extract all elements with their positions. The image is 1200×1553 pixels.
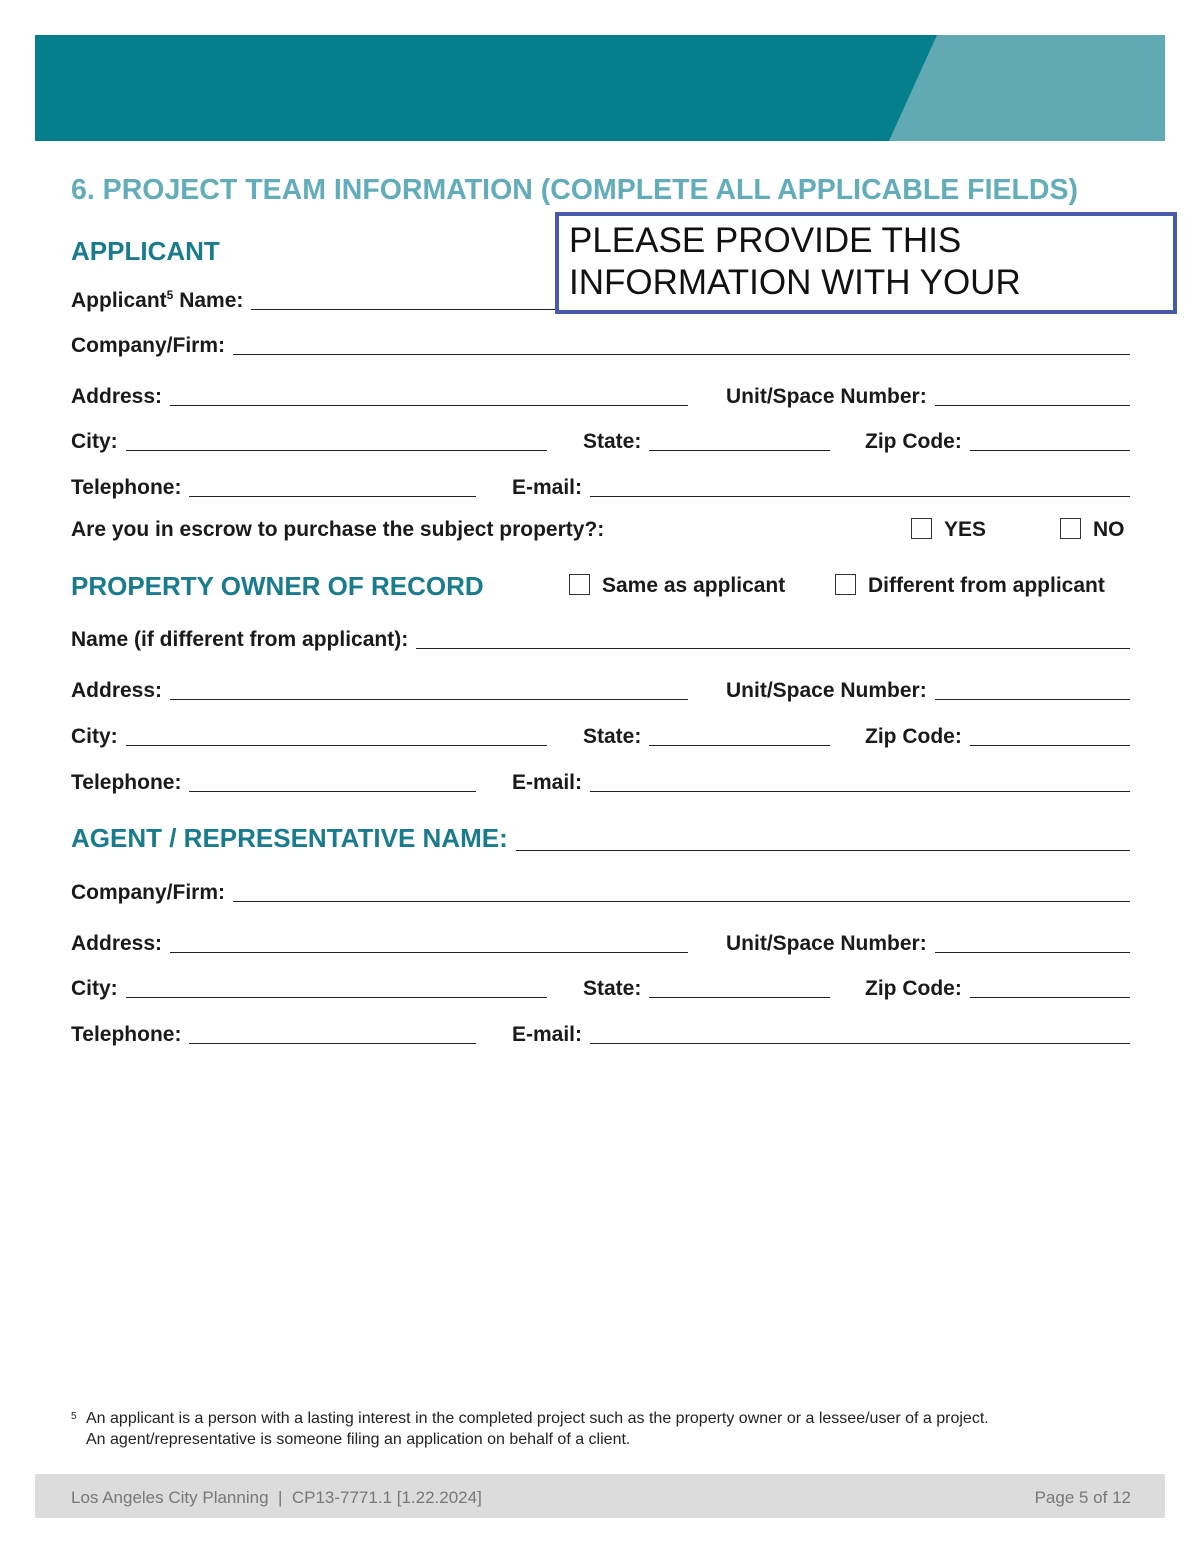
applicant-zip-field[interactable]: Zip Code: [865,428,1130,454]
agent-telephone-field[interactable]: Telephone: [71,1021,476,1047]
applicant-heading: APPLICANT [71,236,220,266]
owner-name-field[interactable]: Name (if different from applicant): [71,626,1130,652]
agent-zip-field[interactable]: Zip Code: [865,975,1130,1001]
owner-email-field[interactable]: E-mail: [512,769,1130,795]
agent-name-field[interactable]: AGENT / REPRESENTATIVE NAME: [71,824,1130,854]
owner-telephone-field[interactable]: Telephone: [71,769,476,795]
owner-state-field[interactable]: State: [583,723,830,749]
applicant-city-field[interactable]: City: [71,428,547,454]
owner-city-field[interactable]: City: [71,723,547,749]
page-footer: Los Angeles City Planning | CP13-7771.1 [1.22.2024] Page 5 of 12 [35,1474,1165,1518]
applicant-company-field[interactable]: Company/Firm: [71,332,1130,358]
section-title: 6. PROJECT TEAM INFORMATION (COMPLETE ALL APPLICABLE FIELDS) [71,174,1079,206]
owner-heading: PROPERTY OWNER OF RECORD [71,571,484,601]
applicant-address-field[interactable]: Address: [71,383,688,409]
escrow-no-checkbox[interactable]: NO [1060,518,1125,542]
footnote: 5 An applicant is a person with a lasting interest in the completed project such as the property owner or a lessee/user of a project. An agent/representative is someone filing an application on behalf of a client. [71,1410,989,1448]
label: Applicant$^5$ Name: [71,288,244,312]
escrow-yes-checkbox[interactable]: YES [911,518,986,542]
agent-unit-field[interactable]: Unit/Space Number: [726,930,1130,956]
agent-email-field[interactable]: E-mail: [512,1021,1130,1047]
escrow-question: Are you in escrow to purchase the subject property?: [71,518,605,541]
owner-unit-field[interactable]: Unit/Space Number: [726,677,1130,703]
agent-company-field[interactable]: Company/Firm: [71,879,1130,905]
agent-city-field[interactable]: City: [71,975,547,1001]
note-box: PLEASE PROVIDE THIS INFORMATION WITH YOUR [555,212,1177,314]
same-as-applicant-checkbox[interactable]: Same as applicant [569,574,785,598]
header-banner [35,35,1165,141]
applicant-unit-field[interactable]: Unit/Space Number: [726,383,1130,409]
owner-zip-field[interactable]: Zip Code: [865,723,1130,749]
owner-address-field[interactable]: Address: [71,677,688,703]
agent-state-field[interactable]: State: [583,975,830,1001]
agent-address-field[interactable]: Address: [71,930,688,956]
applicant-state-field[interactable]: State: [583,428,830,454]
different-from-applicant-checkbox[interactable]: Different from applicant [835,574,1105,598]
applicant-email-field[interactable]: E-mail: [512,474,1130,500]
applicant-telephone-field[interactable]: Telephone: [71,474,476,500]
